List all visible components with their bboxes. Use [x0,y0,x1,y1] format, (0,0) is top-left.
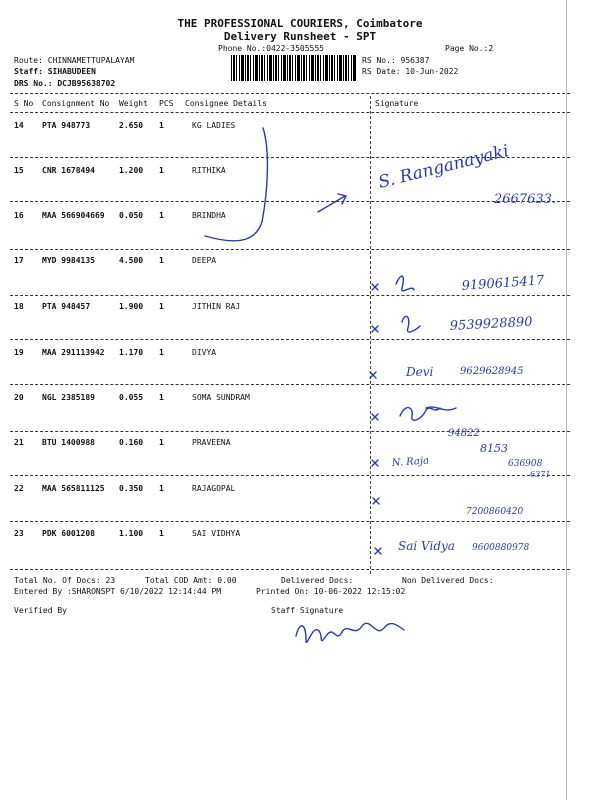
row-sno: 16 [14,211,24,220]
tick-mark [372,284,378,290]
row-weight: 1.170 [119,348,144,357]
row-consignee: RITHIKA [192,166,226,175]
row-consignee: KG LADIES [192,121,236,130]
handwriting-r18: 9539928890 [449,314,533,334]
col-signature: Signature [375,99,419,108]
handwriting-r20: 94822 [448,428,480,439]
tick-mark [373,498,379,504]
handwriting-r21c: 636908 [508,459,543,469]
row-sno: 15 [14,166,24,175]
signature-scribble-20 [400,408,440,421]
handwriting-r23b: 9600880978 [472,543,530,553]
row-weight: 4.500 [119,256,144,265]
row-consignment: MAA 565811125 [42,484,105,493]
row-consignment: CNR 1678494 [42,166,95,175]
row-sno: 22 [14,484,24,493]
row-weight: 1.100 [119,529,144,538]
col-consignment: Consignment No [42,99,110,108]
row-weight: 0.160 [119,438,144,447]
staff: Staff: SIHABUDEEN [14,67,96,76]
row-pcs: 1 [159,256,164,265]
total-docs: Total No. Of Docs: 23 [14,576,116,585]
page-number: Page No.:2 [445,44,494,53]
col-sno: S No [14,99,34,108]
signature-scribble-17 [396,276,414,291]
handwriting-r15b: 2667633. [494,192,557,207]
row-weight: 0.350 [119,484,144,493]
entered-by: Entered By :SHARONSPT 6/10/2022 12:14:44 PM [14,587,222,596]
row-consignee: DEEPA [192,256,217,265]
row-pcs: 1 [159,121,164,130]
handwriting-r19a: Devi [406,365,434,379]
row-consignment: MYD 9984135 [42,256,95,265]
printed-on: Printed On: 10-06-2022 12:15:02 [256,587,406,596]
handwriting-r23a: Sai Vidya [398,539,455,553]
rs-date: RS Date: 10-Jun-2022 [362,67,459,76]
col-pcs: PCS [159,99,174,108]
delivered-docs: Delivered Docs: [281,576,354,585]
row-weight: 1.200 [119,166,144,175]
tick-mark [372,460,378,466]
handwriting-r15: S. Ranganayaki [376,141,511,193]
tick-mark [372,326,378,332]
row-consignment: PDK 6001208 [42,529,95,538]
row-consignment: PTA 948773 [42,121,91,130]
handwriting-r21a: N. Raja [391,455,430,469]
row-pcs: 1 [159,211,164,220]
row-weight: 0.050 [119,211,144,220]
staff-signature-scribble [296,623,404,642]
row-consignee: BRINDHA [192,211,226,220]
handwriting-r21d: 6371 [530,470,551,479]
staff-signature-label: Staff Signature [271,606,344,615]
handwriting-r21b: 8153 [480,442,508,455]
row-pcs: 1 [159,438,164,447]
row-consignment: BTU 1400988 [42,438,95,447]
handwriting-r19b: 9629628945 [460,366,524,377]
row-weight: 0.055 [119,393,144,402]
col-consignee: Consignee Details [185,99,267,108]
row-sno: 21 [14,438,24,447]
arrow-mark [318,194,346,212]
row-pcs: 1 [159,166,164,175]
tick-mark [372,414,378,420]
row-pcs: 1 [159,393,164,402]
row-consignment: PTA 948457 [42,302,91,311]
row-pcs: 1 [159,302,164,311]
row-consignee: PRAVEENA [192,438,231,447]
col-weight: Weight [119,99,148,108]
phone-number: Phone No.:0422-3505555 [218,44,324,53]
row-sno: 14 [14,121,24,130]
row-sno: 18 [14,302,24,311]
row-consignment: NGL 2385189 [42,393,95,402]
tick-mark [370,372,376,378]
row-weight: 2.650 [119,121,144,130]
row-sno: 20 [14,393,24,402]
handwriting-r22: 7200860420 [466,507,524,517]
row-consignment: MAA 566904669 [42,211,105,220]
tick-mark [375,548,381,554]
row-pcs: 1 [159,348,164,357]
row-consignee: RAJAGOPAL [192,484,236,493]
row-pcs: 1 [159,529,164,538]
row-consignee: SOMA SUNDRAM [192,393,250,402]
total-cod: Total COD Amt: 0.00 [145,576,237,585]
runsheet-title: Delivery Runsheet - SPT [223,30,377,43]
row-consignee: JITHIN RAJ [192,302,241,311]
route: Route: CHINNAMETTUPALAYAM [14,56,135,65]
row-consignment: MAA 291113942 [42,348,105,357]
row-sno: 17 [14,256,24,265]
rs-number: RS No.: 956387 [362,56,430,65]
row-consignee: DIVYA [192,348,217,357]
row-sno: 23 [14,529,24,538]
non-delivered-docs: Non Delivered Docs: [402,576,494,585]
bracket-mark [205,128,267,241]
row-consignee: SAI VIDHYA [192,529,241,538]
verified-by: Verified By [14,606,67,615]
drs-number: DRS No.: DCJB95638702 [14,79,116,88]
row-weight: 1.900 [119,302,144,311]
company-title: THE PROFESSIONAL COURIERS, Coimbatore [177,17,423,30]
signature-scribble-18 [402,316,420,332]
row-sno: 19 [14,348,24,357]
handwriting-r17: 9190615417 [461,273,545,294]
row-pcs: 1 [159,484,164,493]
